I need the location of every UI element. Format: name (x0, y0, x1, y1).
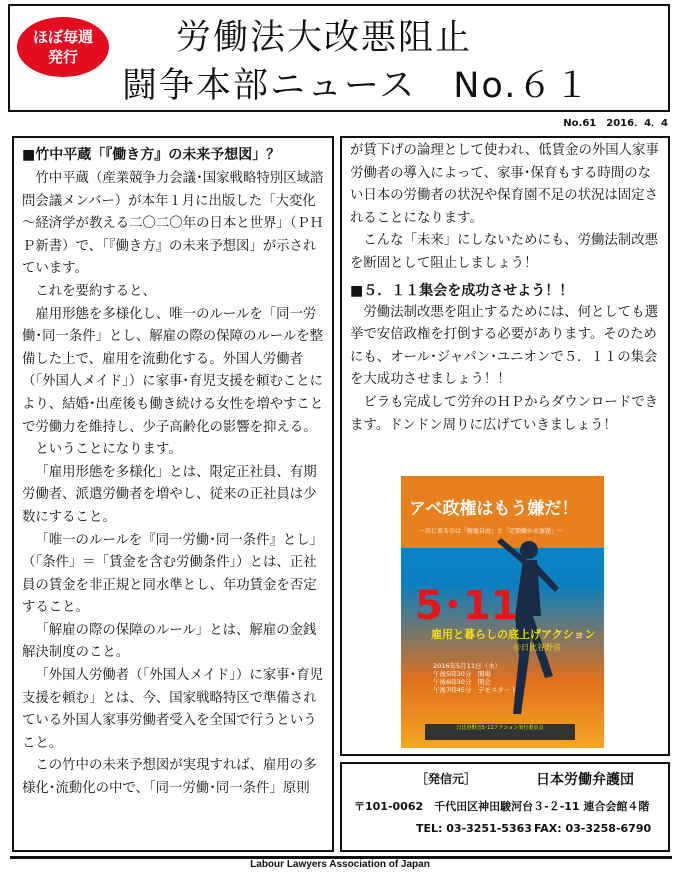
paragraph: 「唯一のルールを『同一労働･同一条件』とし」（「条件」＝「賃金を含む労働条件」）とは、正社員の賃金を非正規と同水準とし、年功賃金を否定すること。 (22, 532, 324, 616)
paragraph: 竹中平蔵（産業競争力会議･国家戦略特別区域諮問会議メンバー）が本年１月に出版した「大変化～経済学が教える二〇二〇年の日本と世界」（ＰＨＰ新書）で、「『働き方』の未来予想図」が示されています。 (22, 171, 324, 277)
sender-label: ［発信元］ (416, 772, 477, 786)
paragraph: こんな「未来」にしないためにも、労働法制改悪を断固として阻止しましょう！ (350, 233, 658, 271)
section-heading-takenaka: ■竹中平蔵「『働き方』の未来予想図」？ (22, 147, 281, 163)
paragraph: 労働法制改悪を阻止するためには、何としても選挙で安倍政権を打倒する必要があります。そのためにも、オール･ジャパン･ユニオンで５．１１の集会を大成功させましょう！！ (350, 304, 658, 388)
fax-number: FAX: 03-3258-6790 (534, 822, 652, 835)
poster-title: アベ政権はもう嫌だ！ (409, 499, 579, 519)
right-column (340, 136, 670, 756)
section-heading-511: ■５．１１集会を成功させよう！！ (350, 282, 574, 299)
event-poster-image (401, 476, 604, 748)
paragraph: ということになります。 (35, 442, 182, 458)
paragraph: 「解雇の際の保障のルール」とは、解雇の金銭解決制度のこと。 (22, 622, 317, 661)
poster-venue: ＠日比谷野音 (513, 643, 561, 652)
paragraph: これを要約すると、 (35, 283, 156, 299)
title-line-1: 労働法大改悪阻止 (176, 18, 473, 58)
paragraph: 「外国人労働者（「外国人メイド」）に家事･育児支援を頼む」とは、今、国家戦略特区で準備されている外国人家事労働者受入を全国で行うということ。 (22, 668, 324, 751)
title-line-2: 闘争本部ニュース No.６１ (122, 66, 592, 106)
badge-line-2: 発行 (47, 48, 78, 66)
paragraph: ビラも完成して労弁のＨＰからダウンロードできます。ドンドン周りに広げていきましょう！ (350, 394, 658, 433)
postal-address: 〒101-0062 千代田区神田駿河台３-２-11 連合会館４階 (354, 800, 650, 813)
poster-organizer: 日比谷野音5･11アクション実行委員会 (425, 724, 575, 740)
contact-box (340, 762, 670, 852)
poster-date-big: 5･11 (415, 583, 519, 629)
organization-name: 日本労働弁護団 (536, 772, 634, 788)
poster-subtitle: ～次に来るのは「解雇自由」と「定額働かせ放題」～ (419, 528, 564, 535)
paragraph: が賃下げの論理として使われ、低賃金の外国人家事労働者の導入によって、家事･保育もする時間のない日本の労働者の状況や保育園不足の状況は固定されることになります。 (350, 143, 659, 226)
telephone-number: TEL: 03-3251-5363 (416, 822, 532, 835)
poster-action-title: 雇用と暮らしの底上げアクション (431, 628, 596, 641)
paragraph: この竹中の未来予想図が実現すれば、雇用の多様化･流動化の中で、「同一労働･同一条件」原則 (22, 758, 317, 797)
paragraph: 「雇用形態を多様化」とは、限定正社員、有期労働者、派遣労働者を増やし、従来の正社員は少数にすること。 (22, 464, 317, 525)
issue-date: No.61 2016．4．4 (563, 118, 668, 129)
paragraph: 雇用形態を多様化し、唯一のルールを「同一労働･同一条件」とし、解雇の際の保障のルールを整備した上で、雇用を流動化する。外国人労働者（「外国人メイド」）に家事･育児支援を頼むことにより、結婚･出産後も働き続ける女性を増やすことで労働力を維持し、少子高齢化の影響を抑える。 (22, 306, 324, 435)
frequency-badge (17, 17, 109, 77)
badge-line-1: ほぼ毎週 (32, 28, 93, 46)
newsletter-header (8, 4, 670, 112)
poster-schedule: 2016年5月11日（水） 午後5時30分 開場 午後6時30分 開会 午後7時45分 デモスタート (433, 662, 517, 694)
footer-organization: Labour Lawyers Association of Japan (250, 859, 430, 870)
left-column (12, 136, 334, 852)
